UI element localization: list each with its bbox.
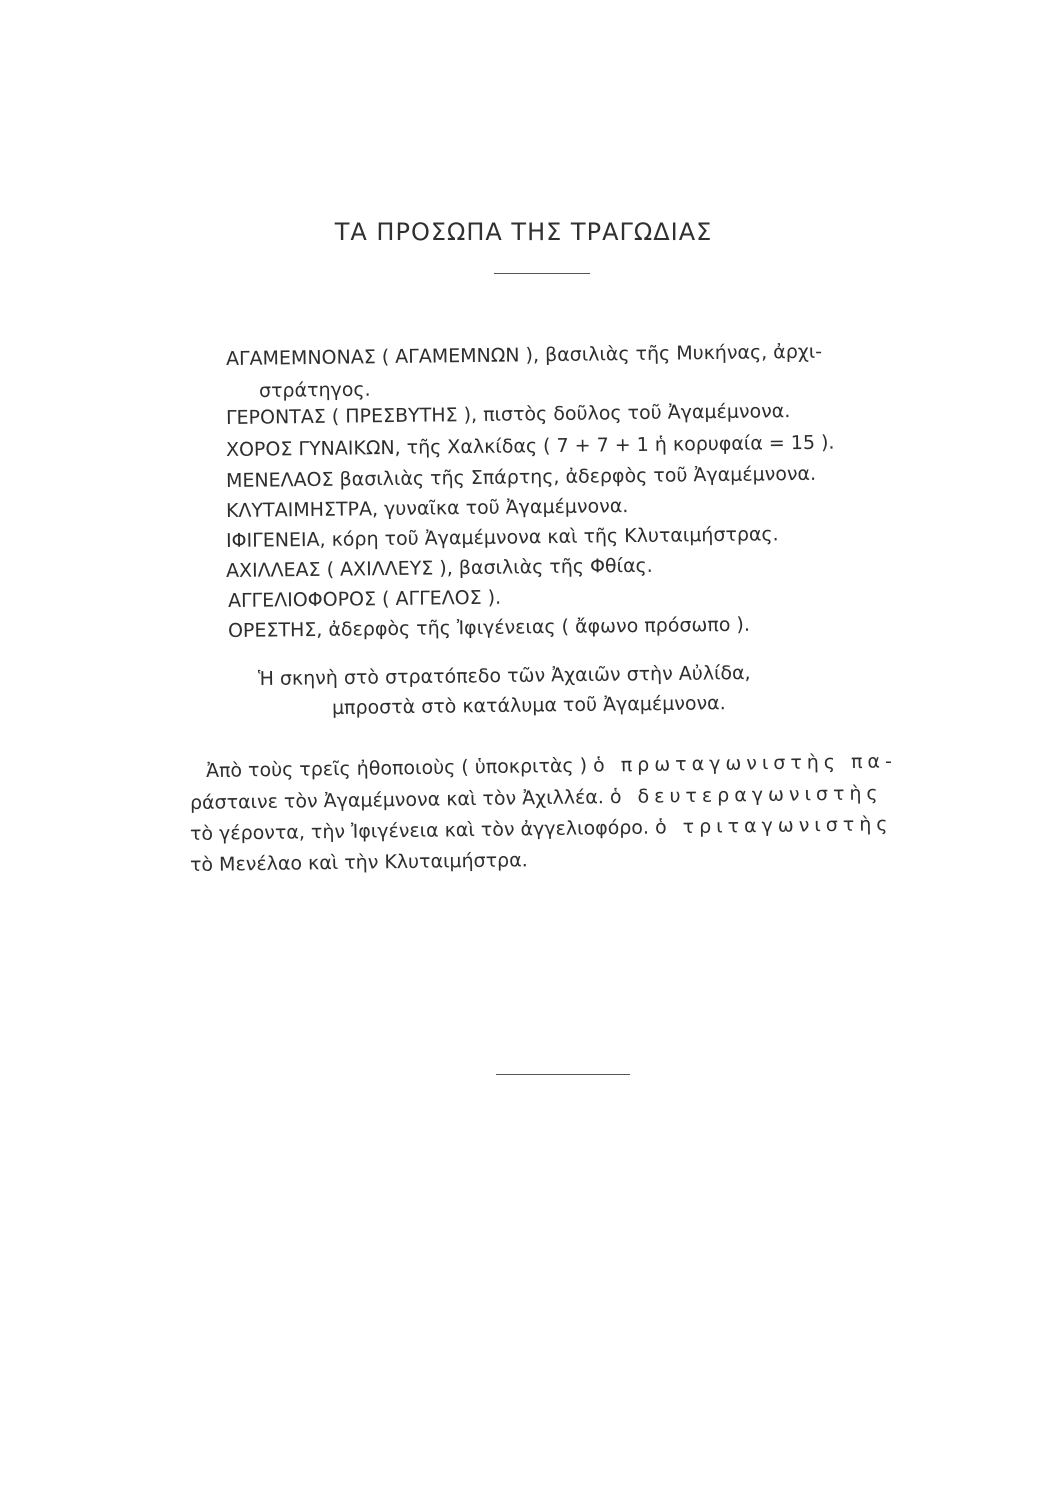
actors-note-text: Ἀπὸ τοὺς τρεῖς ἠθοποιοὺς ( ὑποκριτὰς ) [205, 754, 594, 782]
cast-entry-menelaus: ΜΕΝΕΛΑΟΣ βασιλιὰς τῆς Σπάρτης, ἀδερφὸς τοῦ Ἀγαμέμνονα. [225, 462, 817, 492]
cast-entry-agamemnon-cont: στράτηγος. [258, 378, 371, 402]
scene-line-1: Ἡ σκηνὴ στὸ στρατόπεδο τῶν Ἀχαιῶν στὴν Αὐλίδα, [257, 661, 751, 690]
cast-entry-messenger: ΑΓΓΕΛΙΟΦΟΡΟΣ ( ΑΓΓΕΛΟΣ ). [227, 586, 502, 612]
end-divider [496, 1074, 630, 1075]
cast-entry-orestes: ΟΡΕΣΤΗΣ, ἀδερφὸς τῆς Ἰφιγένειας ( ἄφωνο πρόσωπο ). [227, 613, 751, 642]
cast-list [0, 0, 1047, 700]
deuteragonist-label: ὁ δευτεραγωνιστὴς [609, 782, 883, 809]
cast-entry-chorus: ΧΟΡΟΣ ΓΥΝΑΙΚΩΝ, τῆς Χαλκίδας ( 7 + 7 + 1 ἡ κορυφαία = 15 ). [225, 431, 835, 461]
cast-entry-agamemnon: ΑΓΑΜΕΜΝΟΝΑΣ ( ΑΓΑΜΕΜΝΩΝ ), βασιλιὰς τῆς Μυκήνας, ἀρχι- [225, 340, 823, 370]
actors-note-line-4: τὸ Μενέλαο καὶ τὴν Κλυταιμήστρα. [189, 849, 528, 876]
cast-entry-old-man: ΓΕΡΟΝΤΑΣ ( ΠΡΕΣΒΥΤΗΣ ), πιστὸς δοῦλος τοῦ Ἀγαμέμνονα. [225, 400, 791, 429]
cast-entry-achilles: ΑΧΙΛΛΕΑΣ ( ΑΧΙΛΛΕΥΣ ), βασιλιὰς τῆς Φθίας. [225, 554, 653, 582]
tritagonist-label: ὁ τριταγωνιστὴς [654, 813, 893, 839]
actors-note-text: ράσταινε τὸν Ἀγαμέμνονα καὶ τὸν Ἀχιλλέα. [189, 786, 611, 814]
actors-note-line-2 [190, 782, 883, 814]
scene-line-2: μπροστὰ στὸ κατάλυμα τοῦ Ἀγαμέμνονα. [331, 692, 726, 719]
actors-note-line-1 [206, 750, 897, 782]
cast-entry-clytemnestra: ΚΛΥΤΑΙΜΗΣΤΡΑ, γυναῖκα τοῦ Ἀγαμέμνονα. [225, 495, 629, 522]
protagonist-label: ὁ πρωταγωνιστὴς πα- [592, 750, 898, 777]
page-title: ΤΑ ΠΡΟΣΩΠΑ ΤΗΣ ΤΡΑΓΩΔΙΑΣ [334, 218, 713, 246]
actors-note-text: τὸ γέροντα, τὴν Ἰφιγένεια καὶ τὸν ἀγγελιοφόρο. [189, 816, 656, 845]
cast-entry-iphigenia: ΙΦΙΓΕΝΕΙΑ, κόρη τοῦ Ἀγαμέμνονα καὶ τῆς Κλυταιμήστρας. [225, 523, 779, 552]
actors-note-line-3 [190, 813, 893, 845]
